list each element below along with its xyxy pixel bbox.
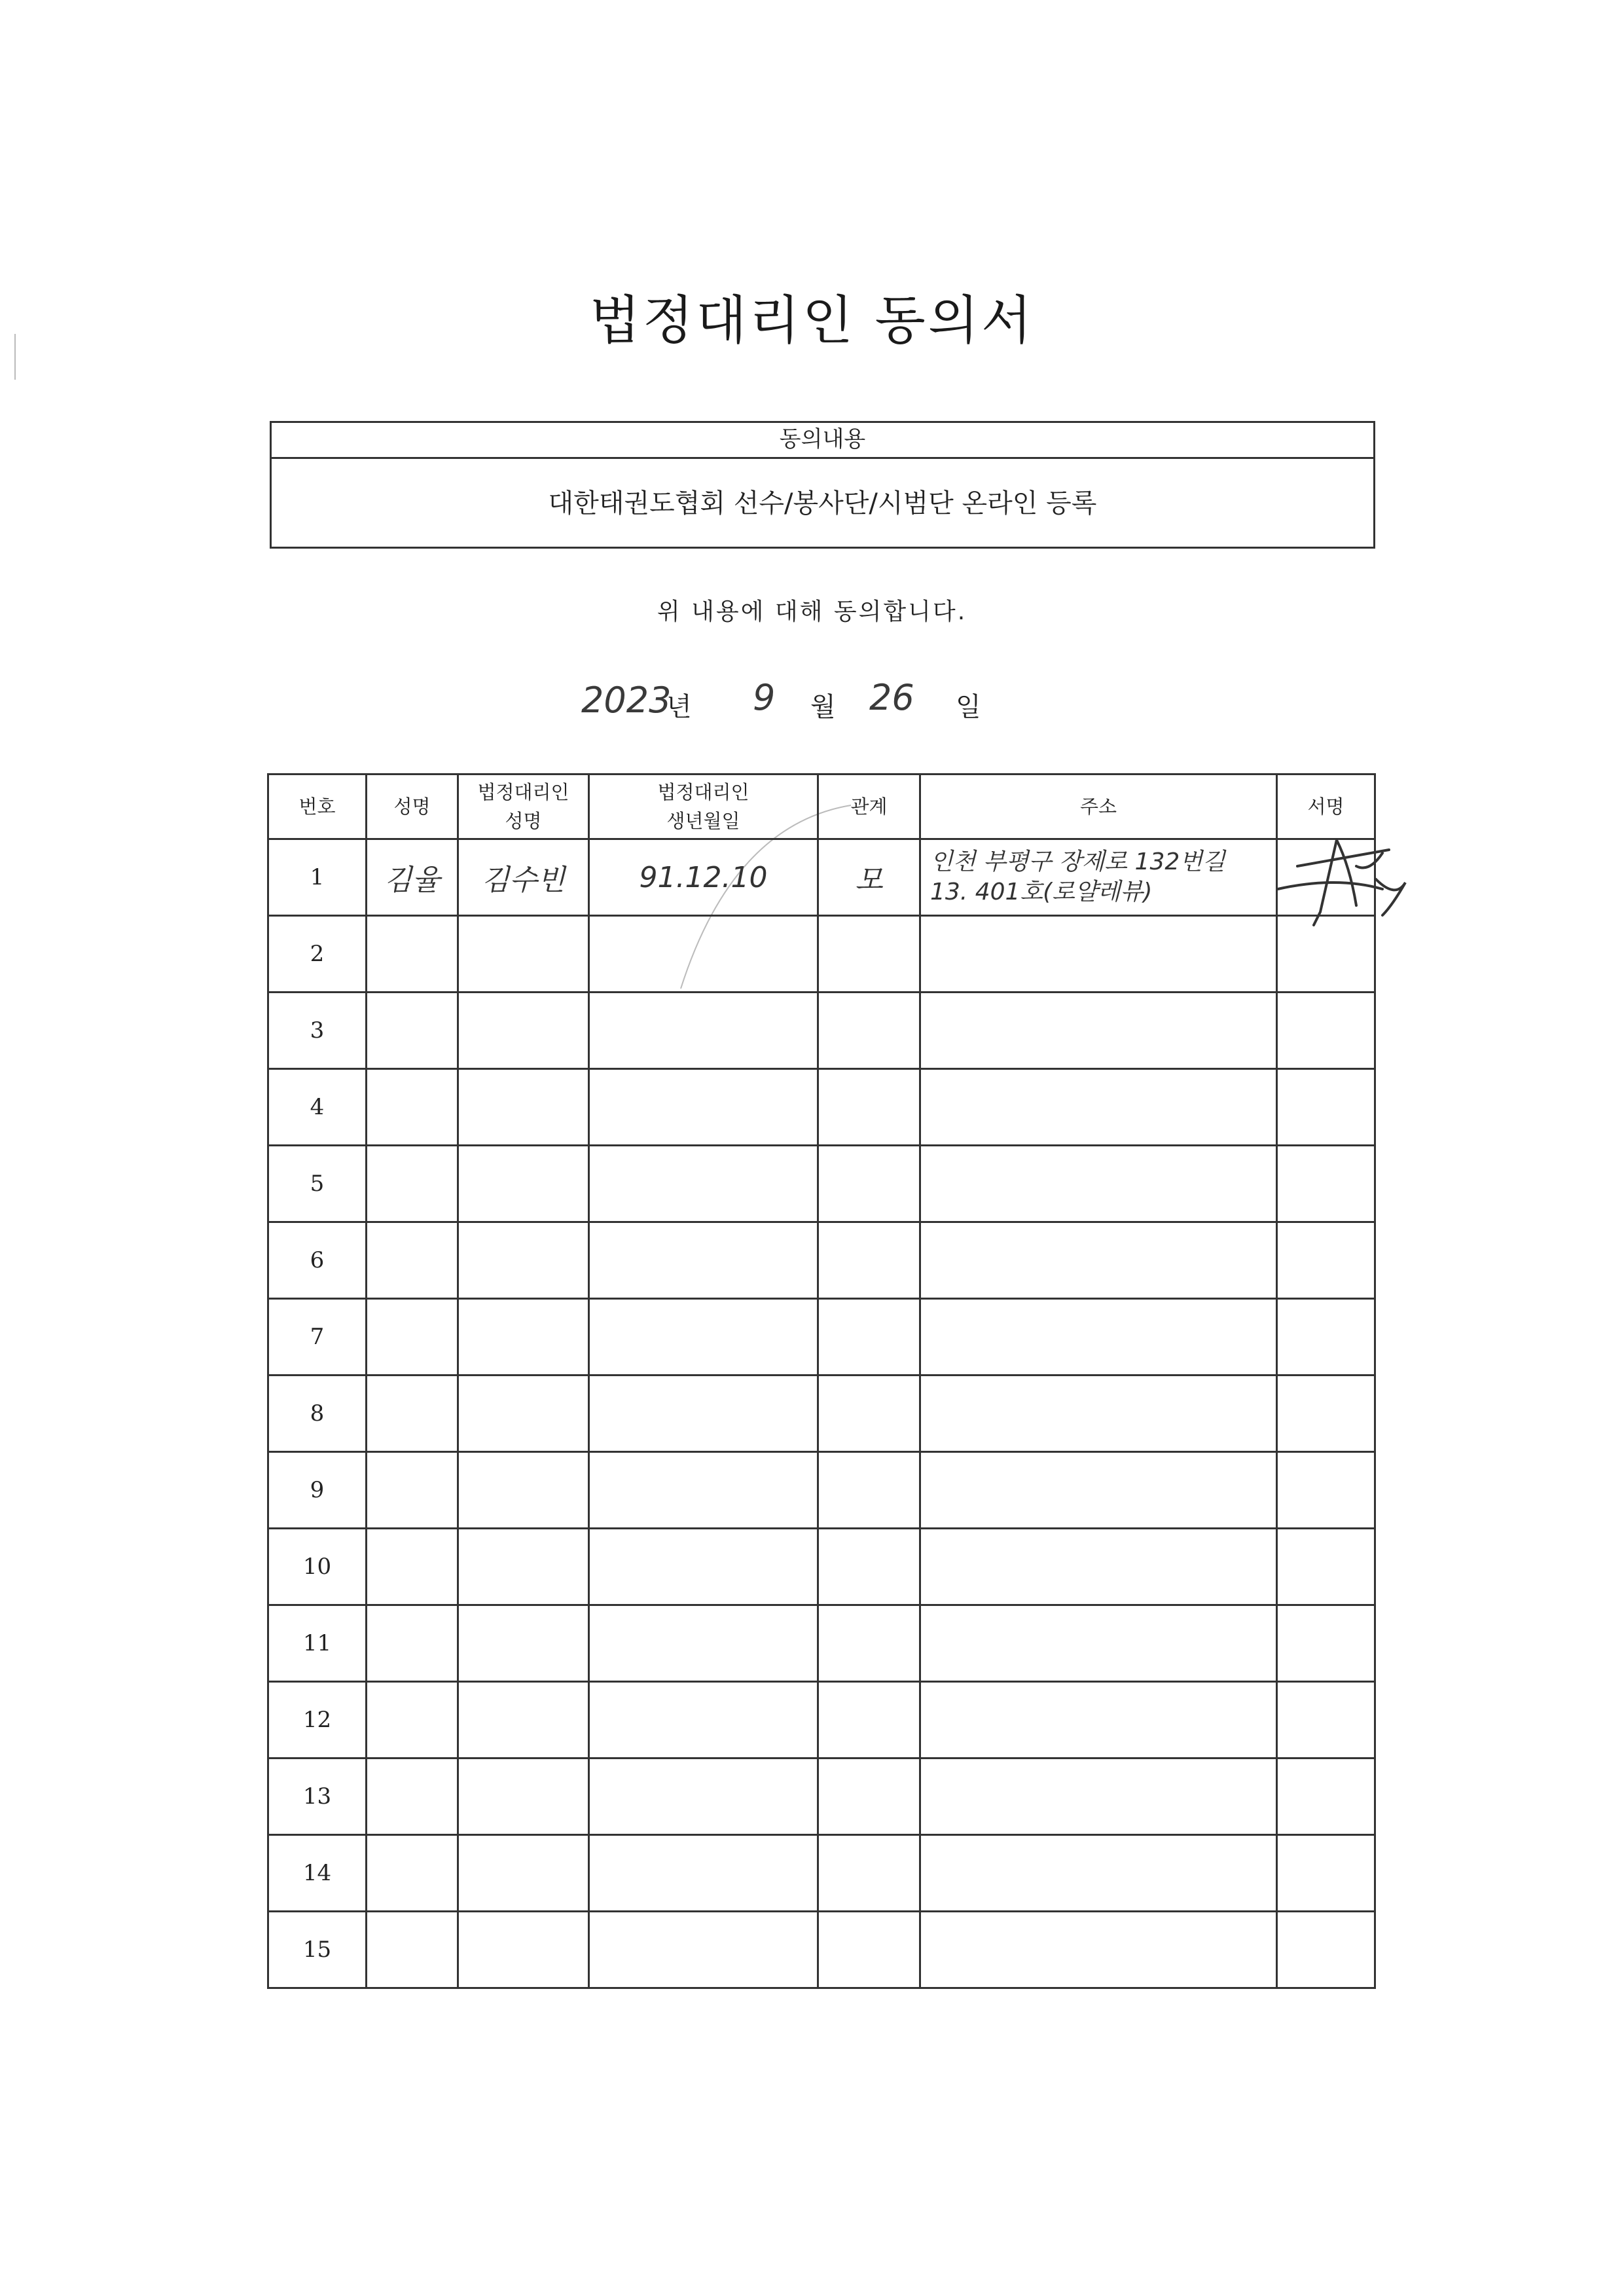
document-title: 법정대리인 동의서 bbox=[589, 290, 1035, 351]
table-row bbox=[268, 1605, 1375, 1682]
table-row bbox=[268, 1529, 1375, 1605]
header-no: 번호 bbox=[268, 774, 367, 839]
header-guardian-birth: 법정대리인 생년월일 bbox=[589, 774, 818, 839]
registration-table bbox=[267, 773, 1376, 1989]
address-line-1: 인천 부평구 장제로 132번길 bbox=[930, 848, 1225, 875]
header-address: 주소 bbox=[920, 774, 1277, 839]
consent-content: 대한태권도협회 선수/봉사단/시범단 온라인 등록 bbox=[548, 488, 1097, 519]
agreement-statement: 위 내용에 대해 동의합니다. bbox=[657, 598, 967, 625]
table-row bbox=[268, 1376, 1375, 1452]
date-day-label: 일 bbox=[956, 692, 981, 722]
consent-box bbox=[270, 421, 1375, 549]
name-handwritten: 김율 bbox=[367, 839, 458, 916]
header-name: 성명 bbox=[367, 774, 458, 839]
guardian-birth-handwritten: 91.12.10 bbox=[589, 839, 818, 916]
row-number: 8 bbox=[268, 1376, 367, 1452]
handwritten-signature bbox=[1258, 827, 1409, 932]
table-row bbox=[268, 1835, 1375, 1912]
date-month-handwritten: 9 bbox=[753, 677, 776, 718]
table-header-row bbox=[268, 774, 1375, 839]
row-number: 1 bbox=[268, 839, 367, 916]
table-row bbox=[268, 1299, 1375, 1376]
row-number: 6 bbox=[268, 1222, 367, 1299]
consent-header: 동의내용 bbox=[272, 423, 1373, 459]
date-year-label: 년 bbox=[666, 692, 692, 722]
table-row bbox=[268, 1069, 1375, 1146]
row-number: 12 bbox=[268, 1682, 367, 1758]
table-row bbox=[268, 839, 1375, 916]
date-line bbox=[0, 674, 1624, 733]
table-row bbox=[268, 1452, 1375, 1529]
table-row bbox=[268, 1222, 1375, 1299]
address-line-2: 13. 401호(로얄레뷰) bbox=[930, 879, 1153, 905]
row-number: 5 bbox=[268, 1146, 367, 1222]
table-row bbox=[268, 993, 1375, 1069]
header-signature: 서명 bbox=[1277, 774, 1375, 839]
date-day-handwritten: 26 bbox=[869, 677, 914, 718]
row-number: 11 bbox=[268, 1605, 367, 1682]
row-number: 13 bbox=[268, 1758, 367, 1835]
address-handwritten bbox=[920, 839, 1277, 916]
table-row bbox=[268, 1912, 1375, 1988]
table-row bbox=[268, 1682, 1375, 1758]
relation-handwritten: 모 bbox=[818, 839, 920, 916]
row-number: 4 bbox=[268, 1069, 367, 1146]
row-number: 14 bbox=[268, 1835, 367, 1912]
table-row bbox=[268, 1146, 1375, 1222]
header-relation: 관계 bbox=[818, 774, 920, 839]
row-number: 15 bbox=[268, 1912, 367, 1988]
table-row bbox=[268, 916, 1375, 993]
row-number: 9 bbox=[268, 1452, 367, 1529]
row-number: 3 bbox=[268, 993, 367, 1069]
header-guardian-name: 법정대리인 성명 bbox=[458, 774, 589, 839]
date-year-handwritten: 2023 bbox=[581, 680, 672, 721]
row-number: 7 bbox=[268, 1299, 367, 1376]
date-month-label: 월 bbox=[810, 692, 836, 722]
table-row bbox=[268, 1758, 1375, 1835]
signature-cell bbox=[1277, 839, 1375, 916]
guardian-name-handwritten: 김수빈 bbox=[458, 839, 589, 916]
row-number: 10 bbox=[268, 1529, 367, 1605]
row-number: 2 bbox=[268, 916, 367, 993]
